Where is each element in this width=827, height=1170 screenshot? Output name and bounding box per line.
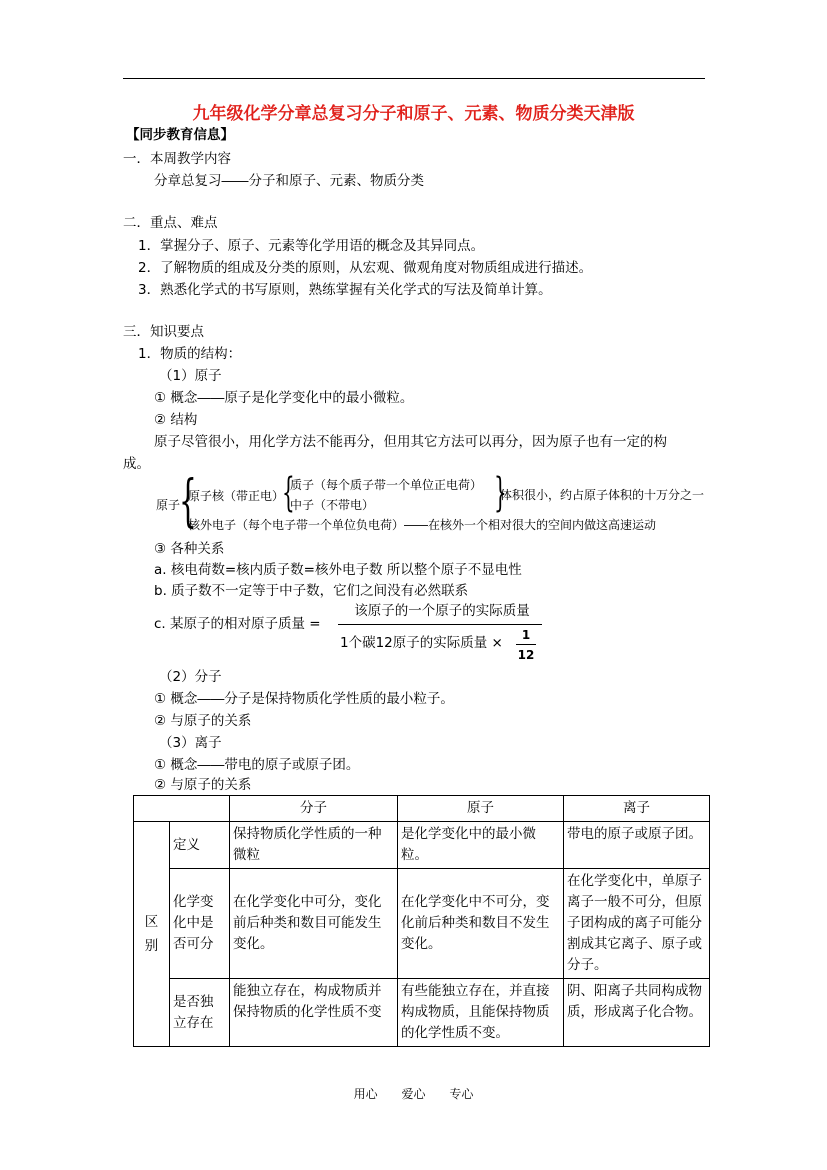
fraction-denominator: 1个碳12原子的实际质量 ×: [340, 635, 503, 651]
cell-atom-definition: 是化学变化中的最小微粒。: [398, 822, 564, 869]
ion-heading: （3）离子: [159, 735, 222, 751]
cell-atom-divisible: 在化学变化中不可分，变化前后种类和数目不发生变化。: [398, 869, 564, 979]
atom-paragraph-line1: 原子尽管很小，用化学方法不能再分，但用其它方法可以再分，因为原子也有一定的构: [154, 434, 667, 450]
molecule-heading: （2）分子: [159, 669, 222, 685]
row-label-definition: 定义: [170, 822, 230, 869]
s2-item-2: 2．了解物质的组成及分类的原则，从宏观、微观角度对物质组成进行描述。: [138, 260, 593, 276]
fraction-bar: [338, 624, 542, 625]
one-twelfth-fraction: [516, 627, 536, 663]
relation-a: a. 核电荷数=核内质子数=核外电子数 所以整个原子不显电性: [154, 562, 522, 578]
table-corner-cell: [134, 796, 230, 822]
table-row: [134, 869, 710, 979]
cell-ion-definition: 带电的原子或原子团。: [564, 822, 710, 869]
fraction-numerator: 该原子的一个原子的实际质量: [354, 603, 530, 619]
table-row: [134, 822, 710, 869]
diagram-neutron: 中子（不带电）: [290, 498, 375, 512]
relation-c: c. 某原子的相对原子质量 =: [154, 616, 321, 632]
one-twelfth-numerator: 1: [521, 628, 531, 642]
header-ion: 离子: [564, 796, 710, 822]
comparison-table: [133, 795, 710, 1047]
cell-molecule-independent: 能独立存在，构成物质并保持物质的化学性质不变: [230, 979, 398, 1047]
cell-molecule-divisible: 在化学变化中可分，变化前后种类和数目可能发生变化。: [230, 869, 398, 979]
table-row: [134, 979, 710, 1047]
ion-concept: ① 概念――带电的原子或原子团。: [154, 757, 360, 773]
brace-nucleus: {: [282, 470, 295, 516]
cell-atom-independent: 有些能独立存在，并直接构成物质，且能保持物质的化学性质不变。: [398, 979, 564, 1047]
s1-heading: 一．本周教学内容: [123, 151, 231, 167]
s3-item-1: 1．物质的结构：: [138, 346, 242, 362]
one-twelfth-bar: [516, 644, 536, 645]
atom-structure: ② 结构: [154, 412, 198, 428]
group-label-difference: 区 别: [134, 822, 170, 1047]
footer-text-2: 爱心: [401, 1087, 426, 1101]
s2-heading: 二．重点、难点: [123, 215, 218, 231]
diagram-electron: 核外电子（每个电子带一个单位负电荷）――在核外一个相对很大的空间内做这高速运动: [188, 518, 657, 532]
section-header: 【同步教育信息】: [126, 127, 234, 143]
table-header-row: [134, 796, 710, 822]
s2-item-3: 3．熟悉化学式的书写原则，熟练掌握有关化学式的写法及简单计算。: [138, 282, 552, 298]
diagram-proton: 质子（每个质子带一个单位正电荷）: [290, 478, 483, 492]
row-label-independent: 是否独立存在: [170, 979, 230, 1047]
atom-concept: ① 概念――原子是化学变化中的最小微粒。: [154, 390, 414, 406]
atom-relations-heading: ③ 各种关系: [154, 541, 225, 557]
header-molecule: 分子: [230, 796, 398, 822]
header-rule: [123, 78, 705, 79]
document-title: 九年级化学分章总复习分子和原子、元素、物质分类天津版: [192, 104, 635, 124]
relation-b: b. 质子数不一定等于中子数，它们之间没有必然联系: [154, 583, 469, 599]
footer-text-1: 用心: [353, 1087, 378, 1101]
atom-heading: （1）原子: [159, 368, 222, 384]
atom-paragraph-line2: 成。: [123, 456, 150, 472]
footer-text-3: 专心: [449, 1087, 474, 1101]
page-footer: [0, 1085, 827, 1102]
brace-nucleus-close: }: [494, 470, 507, 516]
row-label-divisible: 化学变化中是否可分: [170, 869, 230, 979]
cell-ion-independent: 阴、阳离子共同构成物质，形成离子化合物。: [564, 979, 710, 1047]
s1-content: 分章总复习――分子和原子、元素、物质分类: [154, 173, 424, 189]
molecule-concept: ① 概念――分子是保持物质化学性质的最小粒子。: [154, 691, 454, 707]
one-twelfth-denominator: 12: [517, 648, 535, 662]
ion-relation: ② 与原子的关系: [154, 777, 252, 793]
cell-molecule-definition: 保持物质化学性质的一种微粒: [230, 822, 398, 869]
brace-atom: {: [179, 469, 197, 534]
s3-heading: 三．知识要点: [123, 324, 204, 340]
diagram-nucleus-note: 体积很小，约占原子体积的十万分之一: [500, 488, 705, 502]
diagram-nucleus: 原子核（带正电）: [188, 489, 285, 503]
s2-item-1: 1．掌握分子、原子、元素等化学用语的概念及其异同点。: [138, 238, 485, 254]
cell-ion-divisible: 在化学变化中，单原子离子一般不可分，但原子团构成的离子可能分割成其它离子、原子或分子。: [564, 869, 710, 979]
diagram-root-atom: 原子: [156, 498, 181, 512]
molecule-relation: ② 与原子的关系: [154, 713, 252, 729]
header-atom: 原子: [398, 796, 564, 822]
